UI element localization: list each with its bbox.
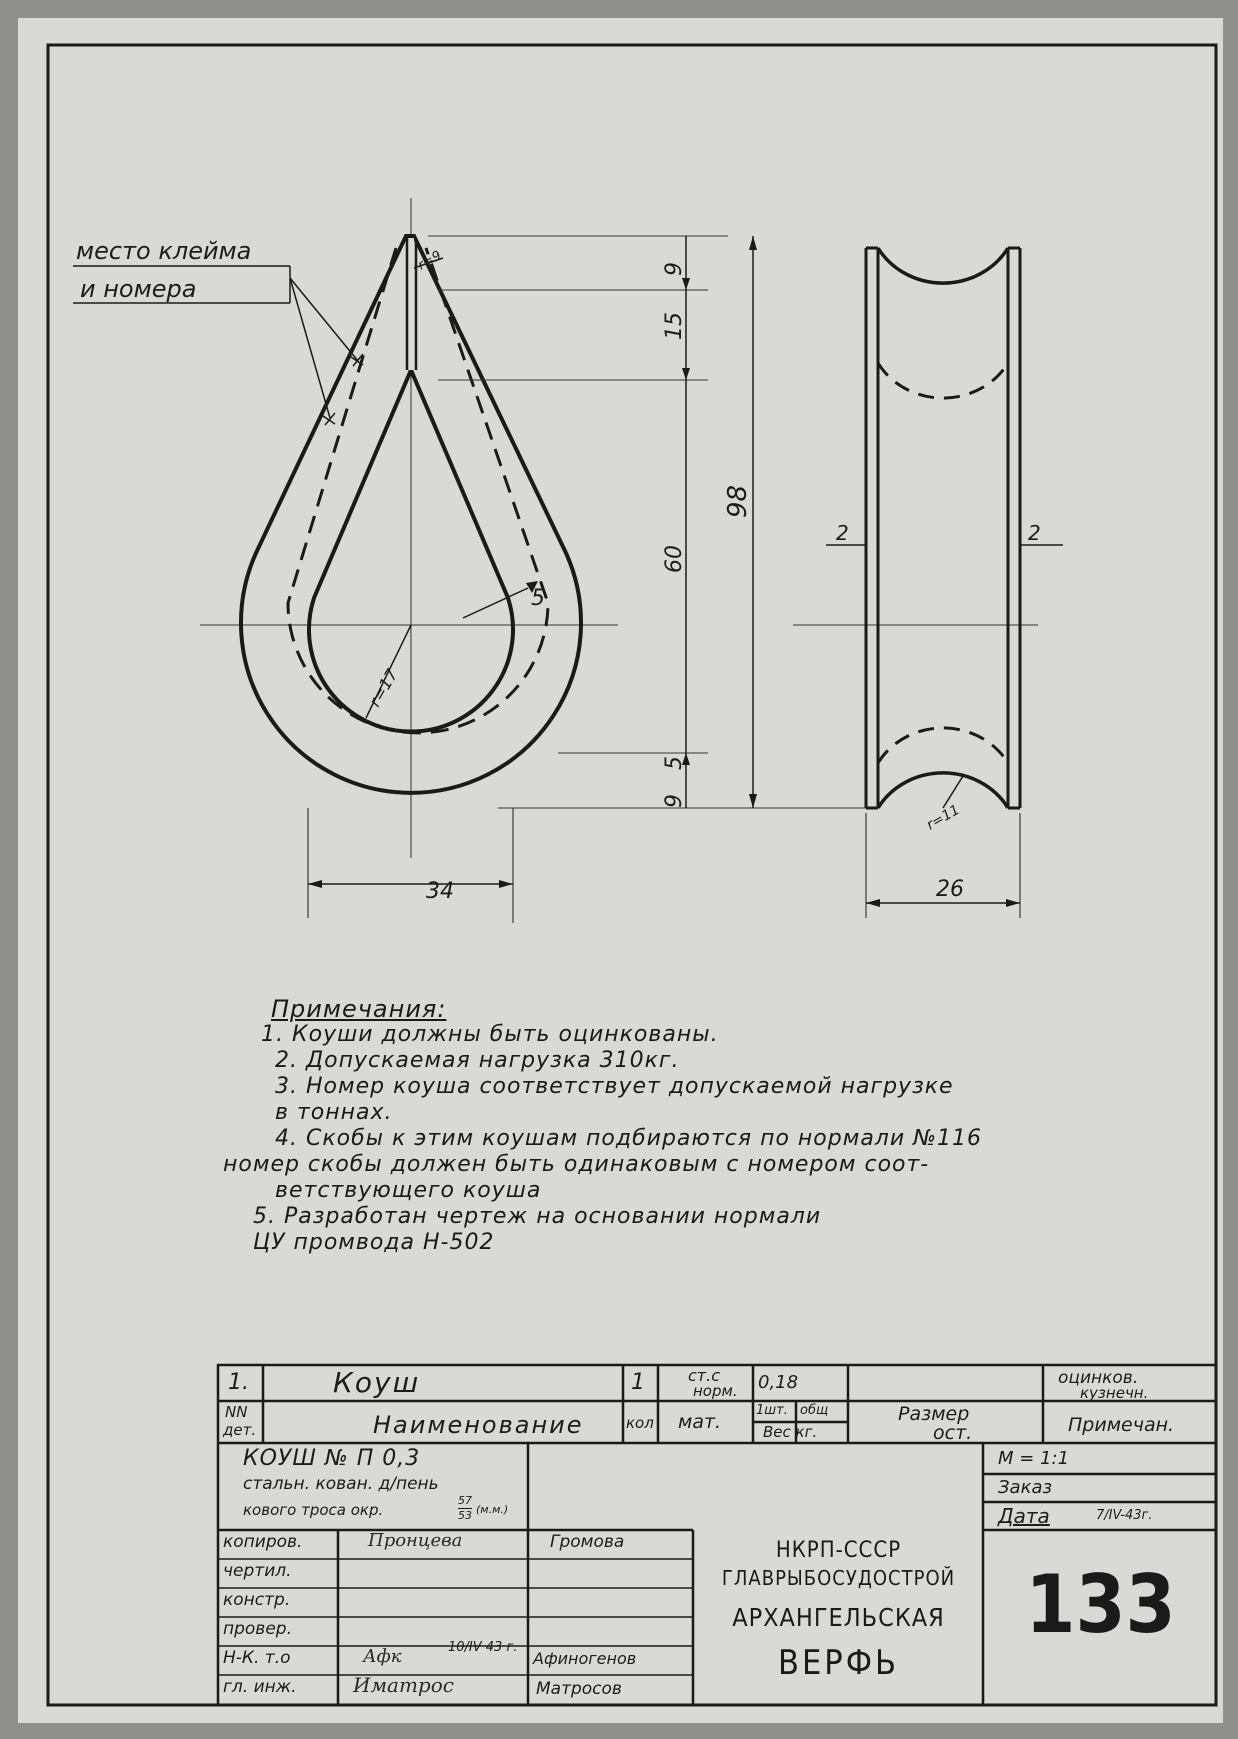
tb-hdr-weight-1b: общ xyxy=(800,1403,829,1418)
tb-row1-remark-1: оцинков. xyxy=(1058,1368,1139,1388)
tb-hdr-material: мат. xyxy=(678,1411,722,1433)
label-dim34: 34 xyxy=(426,879,454,904)
stamp-place-label-2: и номера xyxy=(80,275,197,303)
tb-row1-remark-2: кузнечн. xyxy=(1080,1384,1149,1402)
tb-role-nk: Н-К. т.о xyxy=(223,1648,291,1668)
drawing-labels xyxy=(76,237,1041,904)
tb-name-chief: Матросов xyxy=(536,1679,622,1699)
tb-part-title: КОУШ № П 0,3 xyxy=(243,1446,421,1471)
tb-part-line2: стальн. кован. д/пень xyxy=(243,1474,439,1494)
side-bottom-groove xyxy=(878,773,1008,808)
thimble-front-view xyxy=(73,198,618,923)
label-thickness-5: 5 xyxy=(531,586,545,611)
tb-sig-checked: Афк xyxy=(363,1646,402,1667)
notes-title: Примечания: xyxy=(271,995,447,1023)
tb-role-chief: гл. инж. xyxy=(223,1677,297,1697)
label-dim15: 15 xyxy=(662,312,687,340)
tb-name-copied: Громова xyxy=(550,1532,625,1552)
tb-hdr-nn-2: дет. xyxy=(223,1421,257,1439)
thickness-leader xyxy=(463,588,528,618)
tb-part-unit: (м.м.) xyxy=(476,1503,509,1516)
tb-order: Заказ xyxy=(998,1477,1053,1498)
tb-sig-copied: Пронцева xyxy=(368,1530,463,1551)
tb-name-nk: Афиногенов xyxy=(533,1649,637,1668)
tb-part-fraction-top: 57 xyxy=(458,1494,472,1507)
notes-block xyxy=(223,996,1223,1256)
tb-row1-name: Коуш xyxy=(333,1366,421,1399)
note-line-3: 3. Номер коуша соответствует допускаемой нагрузке xyxy=(275,1074,954,1099)
tb-part-fraction-bottom: 53 xyxy=(458,1509,472,1522)
note-line-6: номер скобы должен быть одинаковым с номером соот- xyxy=(223,1152,930,1177)
tb-date-label: Дата xyxy=(998,1504,1050,1528)
side-top-groove xyxy=(878,248,1008,283)
sheet-number: 133 xyxy=(1025,1558,1176,1651)
stamp-leader-1 xyxy=(290,278,358,361)
tb-hdr-nn-1: NN xyxy=(225,1403,248,1421)
tb-row1-material-1: ст.с xyxy=(688,1366,720,1385)
tb-hdr-weight-1a: 1шт. xyxy=(756,1403,788,1418)
org-line-1: НКРП-СССР xyxy=(775,1538,902,1563)
drawing-sheet xyxy=(18,18,1223,1723)
tb-date-checked: 10/IV 43 г. xyxy=(448,1640,518,1655)
tb-row1-num: 1. xyxy=(228,1370,249,1395)
stamp-leader-2 xyxy=(290,278,330,418)
note-line-1: 1. Коуши должны быть оцинкованы. xyxy=(261,1022,719,1047)
note-line-4: в тоннах. xyxy=(275,1100,393,1125)
label-dim26: 26 xyxy=(936,877,964,902)
label-dim2-right: 2 xyxy=(1028,521,1041,545)
label-dim5-bottom: 5 xyxy=(662,756,687,770)
tb-role-checked: провер. xyxy=(223,1619,292,1639)
stamp-place-label-1: место клейма xyxy=(76,237,252,265)
note-line-8: 5. Разработан чертеж на основании нормали xyxy=(253,1204,822,1229)
tb-part-line3: кового троса окр. xyxy=(243,1501,384,1519)
label-r11: r=11 xyxy=(924,801,963,834)
tb-row1-weight: 0,18 xyxy=(758,1372,799,1393)
note-line-7: ветствующего коуша xyxy=(275,1178,542,1203)
note-line-9: ЦУ промвода Н-502 xyxy=(253,1230,495,1255)
label-dim2-left: 2 xyxy=(836,521,849,545)
tb-hdr-name: Наименование xyxy=(373,1411,584,1439)
note-line-2: 2. Допускаемая нагрузка 310кг. xyxy=(275,1048,680,1073)
tb-hdr-size-2: ост. xyxy=(933,1422,973,1444)
label-dim98: 98 xyxy=(723,484,753,518)
side-top-groove-hidden xyxy=(878,363,1008,398)
tb-hdr-remarks: Примечан. xyxy=(1068,1414,1175,1436)
org-line-2: ГЛАВРЫБОСУДОСТРОЙ xyxy=(721,1566,956,1590)
tb-scale: М = 1:1 xyxy=(998,1448,1070,1469)
label-dim9-top: 9 xyxy=(662,262,687,276)
tb-row1-material-2: норм. xyxy=(693,1382,738,1400)
tb-date-value: 7/IV-43г. xyxy=(1096,1508,1153,1523)
tb-sig-chief: Иматрос xyxy=(353,1673,454,1697)
tb-row1-qty: 1 xyxy=(631,1370,645,1395)
vertical-dimensions xyxy=(428,236,868,808)
tb-role-drawn: чертил. xyxy=(223,1561,292,1581)
label-r17: r=17 xyxy=(365,665,402,710)
label-dim60: 60 xyxy=(662,545,687,573)
label-r9: r=9 xyxy=(415,248,445,274)
org-line-4: ВЕРФЬ xyxy=(777,1643,900,1683)
tb-role-copied: копиров. xyxy=(223,1532,303,1552)
note-line-5: 4. Скобы к этим коушам подбираются по нормали №116 xyxy=(275,1126,983,1151)
label-dim9-bottom: 9 xyxy=(662,794,687,808)
tb-hdr-qty: кол xyxy=(626,1414,654,1432)
tb-role-designed: констр. xyxy=(223,1590,291,1610)
org-line-3: АРХАНГЕЛЬСКАЯ xyxy=(732,1603,945,1632)
side-bottom-groove-hidden xyxy=(878,728,1008,763)
tb-hdr-size-1: Размер xyxy=(898,1403,970,1425)
tb-hdr-weight-2: Вес кг. xyxy=(763,1423,818,1441)
